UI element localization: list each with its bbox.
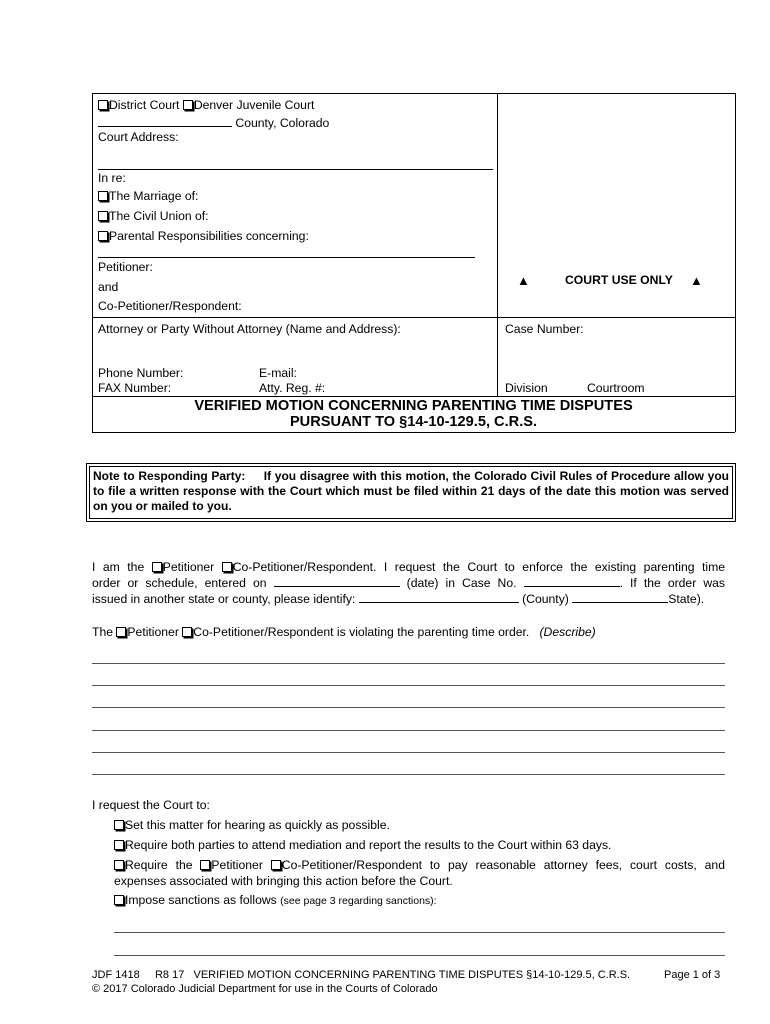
- state-blank[interactable]: [572, 591, 668, 603]
- in-re-label: In re:: [98, 171, 126, 185]
- request-item-mediation: [114, 838, 611, 852]
- i-am-the-text: I am the: [92, 560, 145, 574]
- caption-top-border: [92, 93, 735, 94]
- footer-form-id: JDF 1418 R8 17 VERIFIED MOTION CONCERNING PARENTING TIME DISPUTES §14-10-129.5, C.R.S.: [92, 969, 631, 981]
- document-title-line1: VERIFIED MOTION CONCERNING PARENTING TIME DISPUTES: [194, 398, 633, 414]
- court-type-row: [98, 98, 314, 112]
- district-court-label: District Court: [109, 98, 180, 112]
- request-item-hearing: [114, 818, 390, 832]
- court-use-arrow-right: ▲: [690, 273, 703, 288]
- co-petitioner-checkbox[interactable]: [222, 562, 232, 572]
- fax-label: FAX Number:: [98, 381, 172, 395]
- caption-mid-border: [92, 317, 735, 318]
- date-in-case-text: (date) in Case No.: [406, 576, 517, 590]
- petitioner-checkbox[interactable]: [152, 562, 162, 572]
- co-petitioner-text: Co-Petitioner/Respondent.: [232, 560, 377, 574]
- describe-line[interactable]: [92, 752, 725, 753]
- request-intro: I request the Court to:: [92, 798, 210, 812]
- juvenile-court-label: Denver Juvenile Court: [193, 98, 315, 112]
- court-use-arrow-left: ▲: [517, 273, 530, 288]
- hearing-checkbox[interactable]: [114, 820, 124, 830]
- document-title-line2: PURSUANT TO §14-10-129.5, C.R.S.: [289, 414, 538, 430]
- describe-line[interactable]: [92, 774, 725, 775]
- fees-checkbox[interactable]: [114, 860, 124, 870]
- petitioner-text: Petitioner: [162, 560, 215, 574]
- caption-bottom-border: [92, 432, 735, 433]
- atty-reg-label: Atty. Reg. #:: [259, 381, 326, 395]
- sanctions-text: Impose sanctions as follows: [125, 893, 277, 907]
- note-text: If you disagree with this motion, the Colorado Civil Rules of Procedure allow you to file a written response with the Court which must be filed within 21 days of the date this motion was served on you or mailed to you.: [93, 469, 729, 513]
- fees-text-b: Petitioner: [211, 858, 263, 872]
- request-paragraph: [92, 559, 725, 607]
- request-item-fees: [114, 857, 725, 889]
- issued-county-blank[interactable]: [359, 591, 519, 603]
- fees-petitioner-checkbox[interactable]: [200, 860, 210, 870]
- order-date-blank[interactable]: [274, 575, 400, 587]
- court-use-only-label: COURT USE ONLY: [565, 273, 673, 287]
- describe-line[interactable]: [92, 663, 725, 664]
- parental-row: [98, 229, 309, 243]
- describe-line[interactable]: [92, 707, 725, 708]
- case-number-label: Case Number:: [505, 322, 584, 336]
- violation-petitioner-checkbox[interactable]: [116, 627, 126, 637]
- caption-title-border: [92, 396, 735, 397]
- hearing-text: Set this matter for hearing as quickly as possible.: [125, 818, 390, 832]
- parental-checkbox[interactable]: [98, 231, 108, 241]
- marriage-row: [98, 189, 198, 203]
- and-label: and: [98, 280, 119, 294]
- court-address-rule: [98, 169, 493, 170]
- describe-line[interactable]: [92, 730, 725, 731]
- courtroom-label: Courtroom: [587, 381, 645, 395]
- violation-co-petitioner-checkbox[interactable]: [182, 627, 192, 637]
- request-item-sanctions: [114, 893, 437, 907]
- attorney-label: Attorney or Party Without Attorney (Name and Address):: [98, 322, 401, 336]
- fees-text-a: Require the: [125, 858, 193, 872]
- phone-label: Phone Number:: [98, 366, 184, 380]
- note-to-responding-party: [89, 466, 733, 519]
- violation-co-petitioner-text: Co-Petitioner/Respondent is violating the parenting time order.: [193, 625, 530, 639]
- marriage-label: The Marriage of:: [109, 189, 199, 203]
- describe-text: (Describe): [539, 625, 596, 639]
- county-blank[interactable]: [98, 115, 232, 127]
- county-row: [98, 115, 329, 130]
- sanctions-line[interactable]: [114, 955, 725, 956]
- order-or-text: order or schedule, entered on: [92, 576, 267, 590]
- court-address-label: Court Address:: [98, 130, 179, 144]
- caption-right-border: [735, 93, 736, 432]
- footer-copyright: © 2017 Colorado Judicial Department for use in the Courts of Colorado: [92, 983, 438, 995]
- civil-union-row: [98, 209, 209, 223]
- fees-text-c: Co-Petitioner/Respondent to pay reasonable attorney fees, court costs, and: [281, 858, 725, 872]
- in-re-rule: [98, 257, 475, 258]
- fees-text-d: expenses associated with bringing this action before the Court.: [114, 874, 453, 888]
- fees-co-petitioner-checkbox[interactable]: [271, 860, 281, 870]
- the-text: The: [92, 625, 114, 639]
- mediation-text: Require both parties to attend mediation and report the results to the Court within 63 days.: [125, 838, 612, 852]
- issued-text: issued in another state or county, please identify:: [92, 592, 356, 606]
- district-court-checkbox[interactable]: [98, 100, 108, 110]
- civil-union-label: The Civil Union of:: [109, 209, 209, 223]
- note-label: Note to Responding Party:: [93, 469, 246, 483]
- email-label: E-mail:: [259, 366, 297, 380]
- violation-paragraph: [92, 624, 725, 640]
- violation-petitioner-text: Petitioner: [127, 625, 179, 639]
- parental-label: Parental Responsibilities concerning:: [109, 229, 309, 243]
- state-paren-text: State).: [668, 592, 705, 606]
- sanctions-checkbox[interactable]: [114, 895, 124, 905]
- mediation-checkbox[interactable]: [114, 840, 124, 850]
- county-paren-text: (County): [522, 592, 569, 606]
- co-petitioner-label: Co-Petitioner/Respondent:: [98, 299, 242, 313]
- civil-union-checkbox[interactable]: [98, 211, 108, 221]
- county-label: County, Colorado: [235, 116, 330, 130]
- sanctions-line[interactable]: [114, 932, 725, 933]
- caption-left-border: [92, 93, 93, 432]
- request-text: I request the Court to enforce the existing parenting time: [383, 560, 726, 574]
- marriage-checkbox[interactable]: [98, 191, 108, 201]
- if-order-text: . If the order was: [619, 576, 725, 590]
- footer-page-number: Page 1 of 3: [664, 969, 721, 981]
- juvenile-court-checkbox[interactable]: [183, 100, 193, 110]
- case-no-blank[interactable]: [524, 575, 620, 587]
- division-label: Division: [505, 381, 548, 395]
- sanctions-note: (see page 3 regarding sanctions):: [280, 895, 437, 907]
- describe-line[interactable]: [92, 685, 725, 686]
- petitioner-label: Petitioner:: [98, 260, 153, 274]
- caption-divider: [497, 93, 498, 396]
